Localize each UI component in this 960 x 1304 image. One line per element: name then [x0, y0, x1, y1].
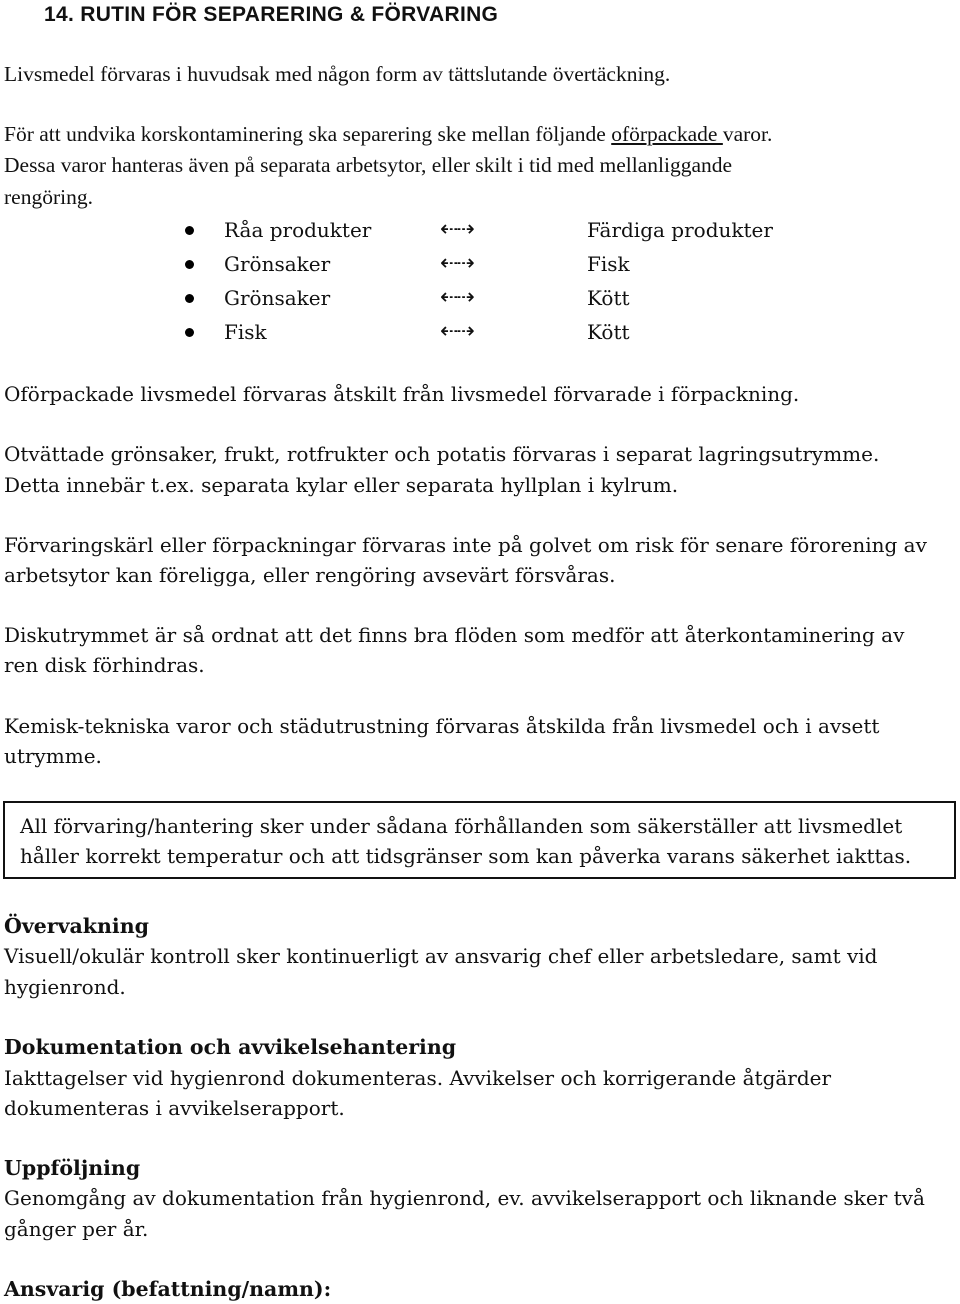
bullet-icon	[185, 226, 194, 235]
uppfoljning-heading: Uppföljning	[4, 1156, 141, 1180]
uppfoljning-line-1: Genomgång av dokumentation från hygienrond, ev. avvikelserapport och liknande sker två	[4, 1186, 925, 1210]
bullet-icon	[185, 294, 194, 303]
section-title: 14. RUTIN FÖR SEPARERING & FÖRVARING	[44, 3, 499, 26]
pair-right: Färdiga produkter	[587, 218, 773, 242]
overvakning-line-1: Visuell/okulär kontroll sker kontinuerligt av ansvarig chef eller arbetsledare, samt vid	[4, 944, 878, 968]
pair-left: Grönsaker	[224, 252, 331, 276]
pair-right: Kött	[587, 320, 630, 344]
ansvarig-heading: Ansvarig (befattning/namn):	[4, 1277, 332, 1301]
pair-right: Fisk	[587, 252, 630, 276]
uppfoljning-line-2: gånger per år.	[4, 1217, 149, 1241]
separation-intro-end: varor.	[722, 122, 773, 146]
double-arrow-icon: ⇠⇢	[440, 217, 473, 242]
double-arrow-icon: ⇠⇢	[440, 319, 473, 344]
separation-intro-line-2: Dessa varor hanteras även på separata arbetsytor, eller skilt i tid med mellanliggande	[4, 153, 733, 177]
overvakning-line-2: hygienrond.	[4, 975, 126, 999]
pair-left: Råa produkter	[224, 218, 372, 242]
chemicals-line-2: utrymme.	[4, 744, 102, 768]
pair-right: Kött	[587, 286, 630, 310]
bullet-icon	[185, 328, 194, 337]
unwashed-vegetables-line-2: Detta innebär t.ex. separata kylar eller separata hyllplan i kylrum.	[4, 473, 679, 497]
boxed-note-line-1: All förvaring/hantering sker under sådana förhållanden som säkerställer att livsmedlet	[20, 814, 903, 838]
containers-line-1: Förvaringskärl eller förpackningar förvaras inte på golvet om risk för senare förorening av	[4, 533, 927, 557]
dishroom-line-2: ren disk förhindras.	[4, 653, 205, 677]
containers-line-2: arbetsytor kan föreligga, eller rengöring avsevärt försvåras.	[4, 563, 616, 587]
pair-left: Fisk	[224, 320, 267, 344]
unwashed-vegetables-line-1: Otvättade grönsaker, frukt, rotfrukter och potatis förvaras i separat lagringsutrymme.	[4, 442, 880, 466]
intro-text: Livsmedel förvaras i huvudsak med någon form av tättslutande övertäckning.	[4, 62, 671, 86]
separation-intro-line-3: rengöring.	[4, 185, 93, 209]
bullet-icon	[185, 260, 194, 269]
dokumentation-line-2: dokumenteras i avvikelserapport.	[4, 1096, 345, 1120]
pair-left: Grönsaker	[224, 286, 331, 310]
dishroom-line-1: Diskutrymmet är så ordnat att det finns bra flöden som medför att återkontaminering av	[4, 623, 905, 647]
dokumentation-heading: Dokumentation och avvikelsehantering	[4, 1035, 457, 1059]
boxed-note-line-2: håller korrekt temperatur och att tidsgränser som kan påverka varans säkerhet iakttas.	[20, 844, 912, 868]
separation-intro-text: För att undvika korskontaminering ska separering ske mellan följande	[4, 122, 612, 146]
separation-intro-line-1	[4, 119, 772, 149]
double-arrow-icon: ⇠⇢	[440, 251, 473, 276]
unpacked-storage-text: Oförpackade livsmedel förvaras åtskilt från livsmedel förvarade i förpackning.	[4, 382, 800, 406]
underlined-word: oförpackade	[611, 122, 723, 146]
chemicals-line-1: Kemisk-tekniska varor och städutrustning förvaras åtskilda från livsmedel och i avsett	[4, 714, 880, 738]
dokumentation-line-1: Iakttagelser vid hygienrond dokumenteras. Avvikelser och korrigerande åtgärder	[4, 1066, 832, 1090]
double-arrow-icon: ⇠⇢	[440, 285, 473, 310]
overvakning-heading: Övervakning	[4, 914, 149, 938]
